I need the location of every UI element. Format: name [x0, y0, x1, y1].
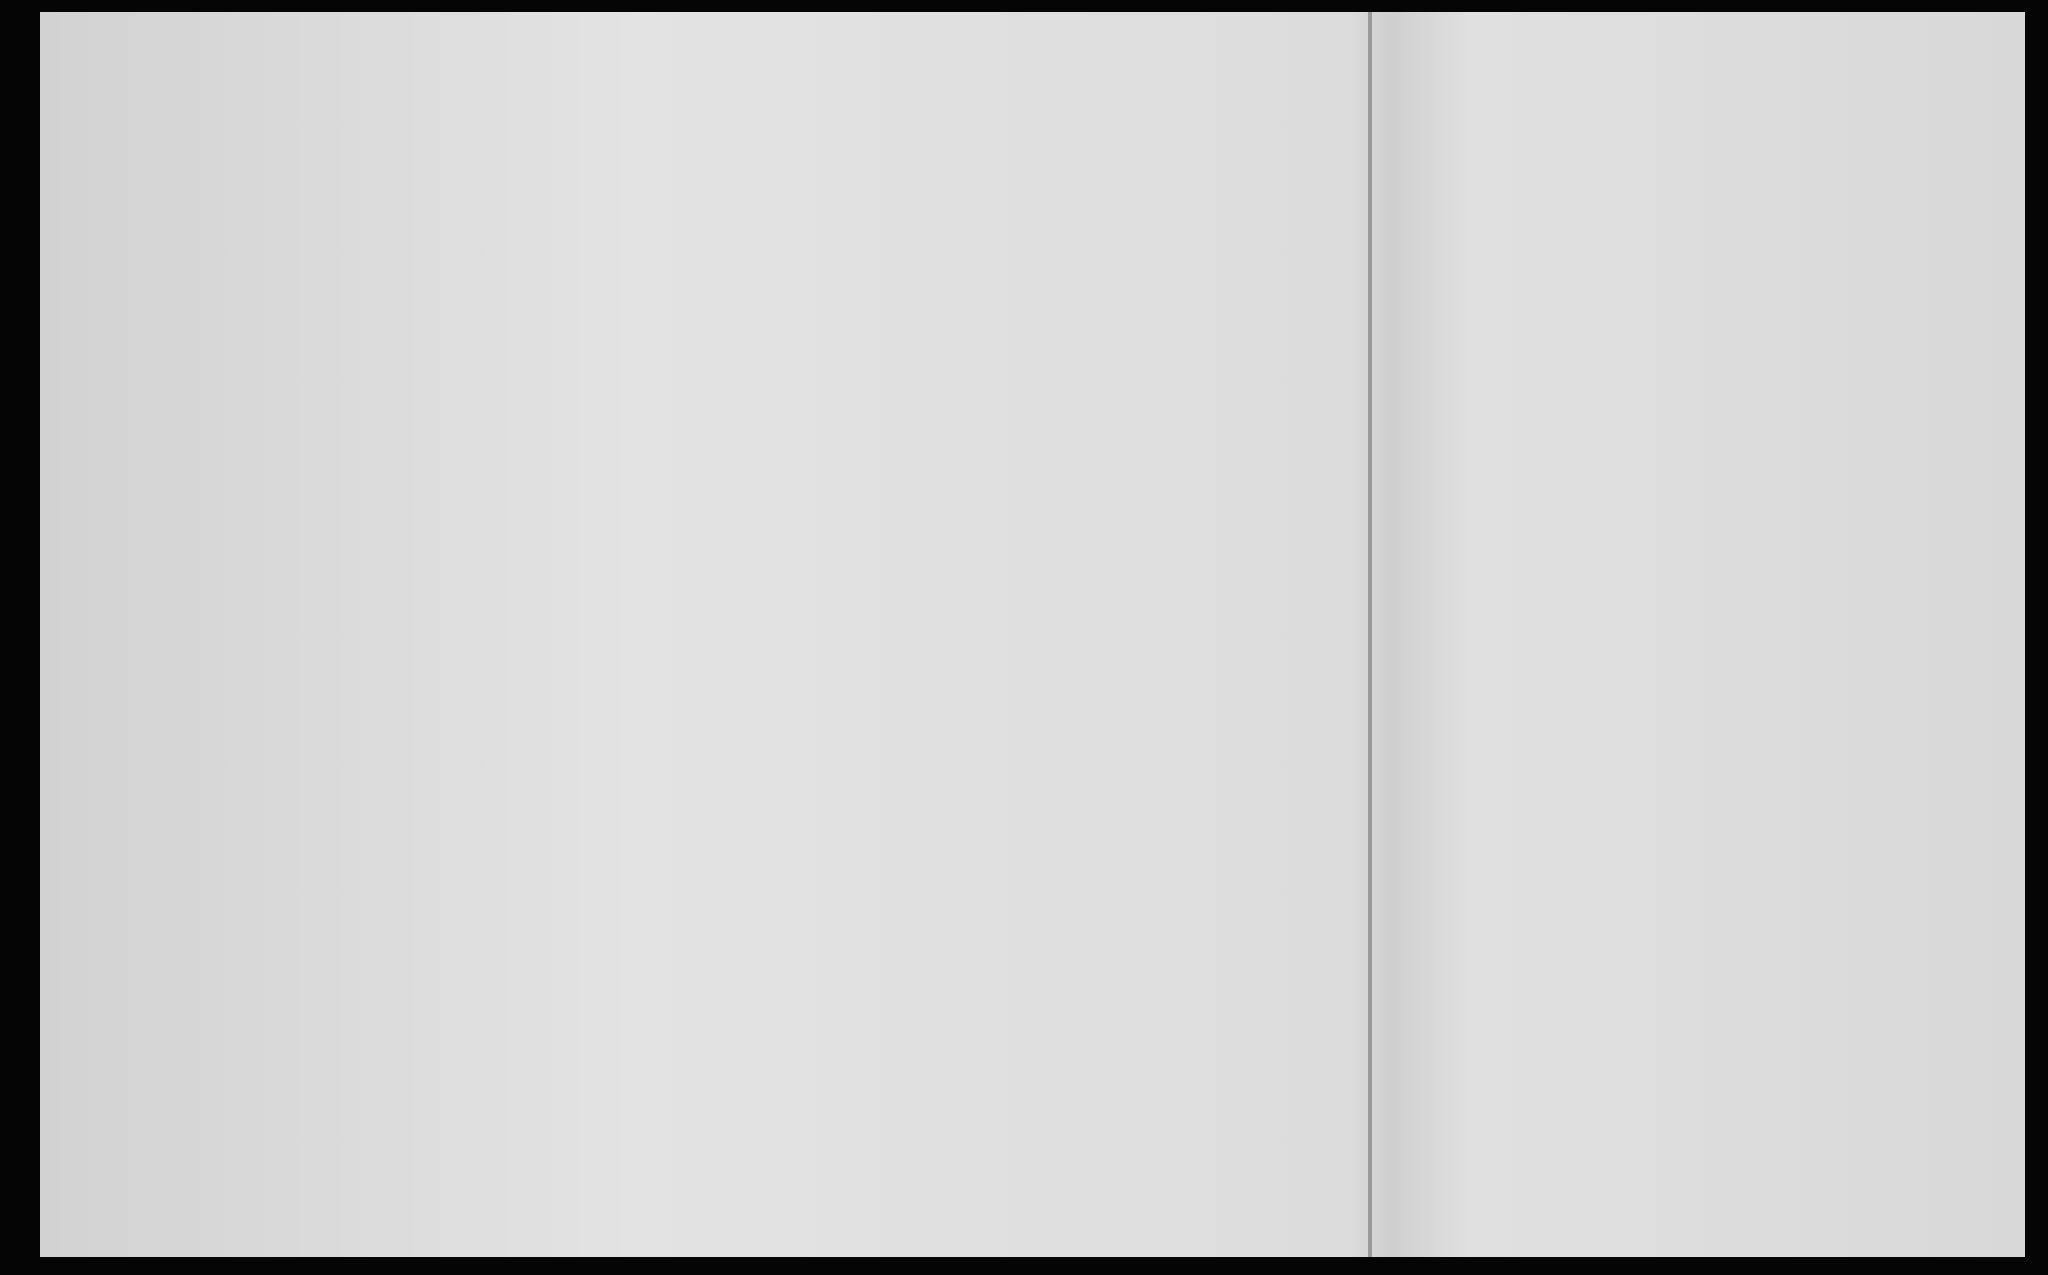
census-sheet: [40, 12, 2025, 1257]
page-fold: [1368, 12, 1372, 1257]
